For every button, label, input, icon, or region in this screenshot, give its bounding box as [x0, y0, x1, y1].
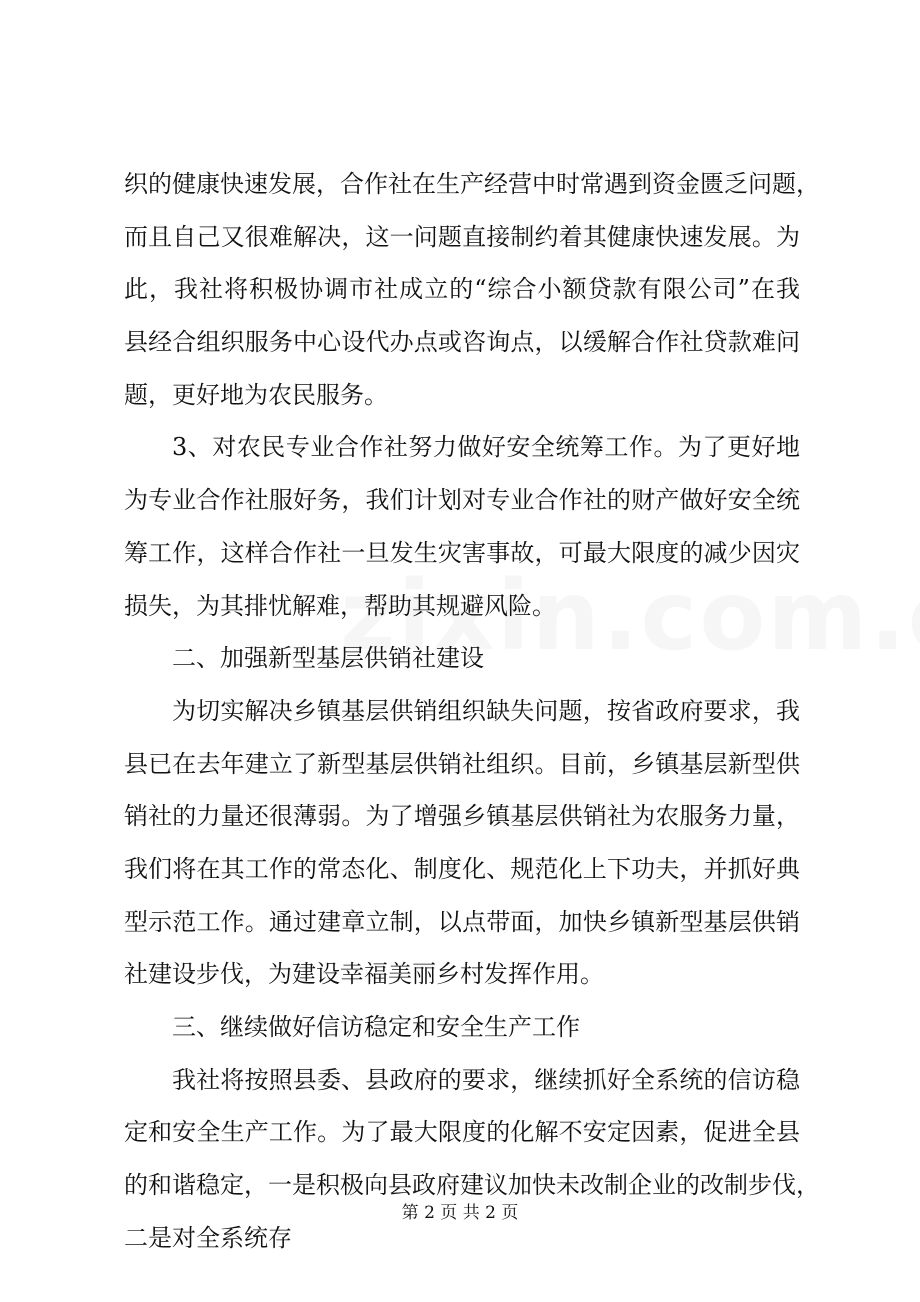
- text-line: 的和谐稳定，一是积极向县政府建议加快未改制企业的改制步伐，: [124, 1171, 820, 1200]
- text-line: 县已在去年建立了新型基层供销社组织。目前，乡镇基层新型供: [124, 749, 800, 778]
- text-line: 二是对全系统存: [124, 1223, 292, 1252]
- text-line: 损失，为其排忧解难，帮助其规避风险。: [124, 591, 556, 620]
- text-line: 织的健康快速发展，合作社在生产经营中时常遇到资金匮乏问题，: [124, 170, 820, 198]
- text-line: 题，更好地为农民服务。: [124, 380, 388, 409]
- text-line: 销社的力量还很薄弱。为了增强乡镇基层供销社为农服务力量，: [124, 802, 800, 831]
- text-line: 为切实解决乡镇基层供销组织缺失问题，按省政府要求，我: [172, 696, 800, 725]
- text-line: 3、对农民专业合作社努力做好安全统筹工作。为了更好地: [172, 433, 800, 462]
- text-line: 型示范工作。通过建章立制，以点带面，加快乡镇新型基层供销: [124, 907, 800, 936]
- text-line: 我社将按照县委、县政府的要求，继续抓好全系统的信访稳: [172, 1065, 800, 1094]
- text-line: 而且自己又很难解决，这一问题直接制约着其健康快速发展。为: [124, 222, 800, 251]
- document-body: [124, 158, 820, 1264]
- text-line: 定和安全生产工作。为了最大限度的化解不安定因素，促进全县: [124, 1118, 800, 1147]
- text-line: 为专业合作社服好务，我们计划对专业合作社的财产做好安全统: [124, 486, 800, 515]
- text-line: 筹工作，这样合作社一旦发生灾害事故，可最大限度的减少因灾: [124, 538, 800, 567]
- page-footer: 第 2 页 共 2 页: [401, 1203, 519, 1223]
- text-line: 此，我社将积极协调市社成立的“综合小额贷款有限公司”在我: [124, 275, 800, 304]
- text-line: 我们将在其工作的常态化、制度化、规范化上下功夫，并抓好典: [124, 854, 800, 883]
- section-heading: 三、继续做好信访稳定和安全生产工作: [172, 1013, 580, 1041]
- text-line: 县经合组织服务中心设代办点或咨询点，以缓解合作社贷款难问: [124, 328, 800, 357]
- text-line: 社建设步伐，为建设幸福美丽乡村发挥作用。: [124, 960, 604, 989]
- section-heading: 二、加强新型基层供销社建设: [172, 644, 484, 673]
